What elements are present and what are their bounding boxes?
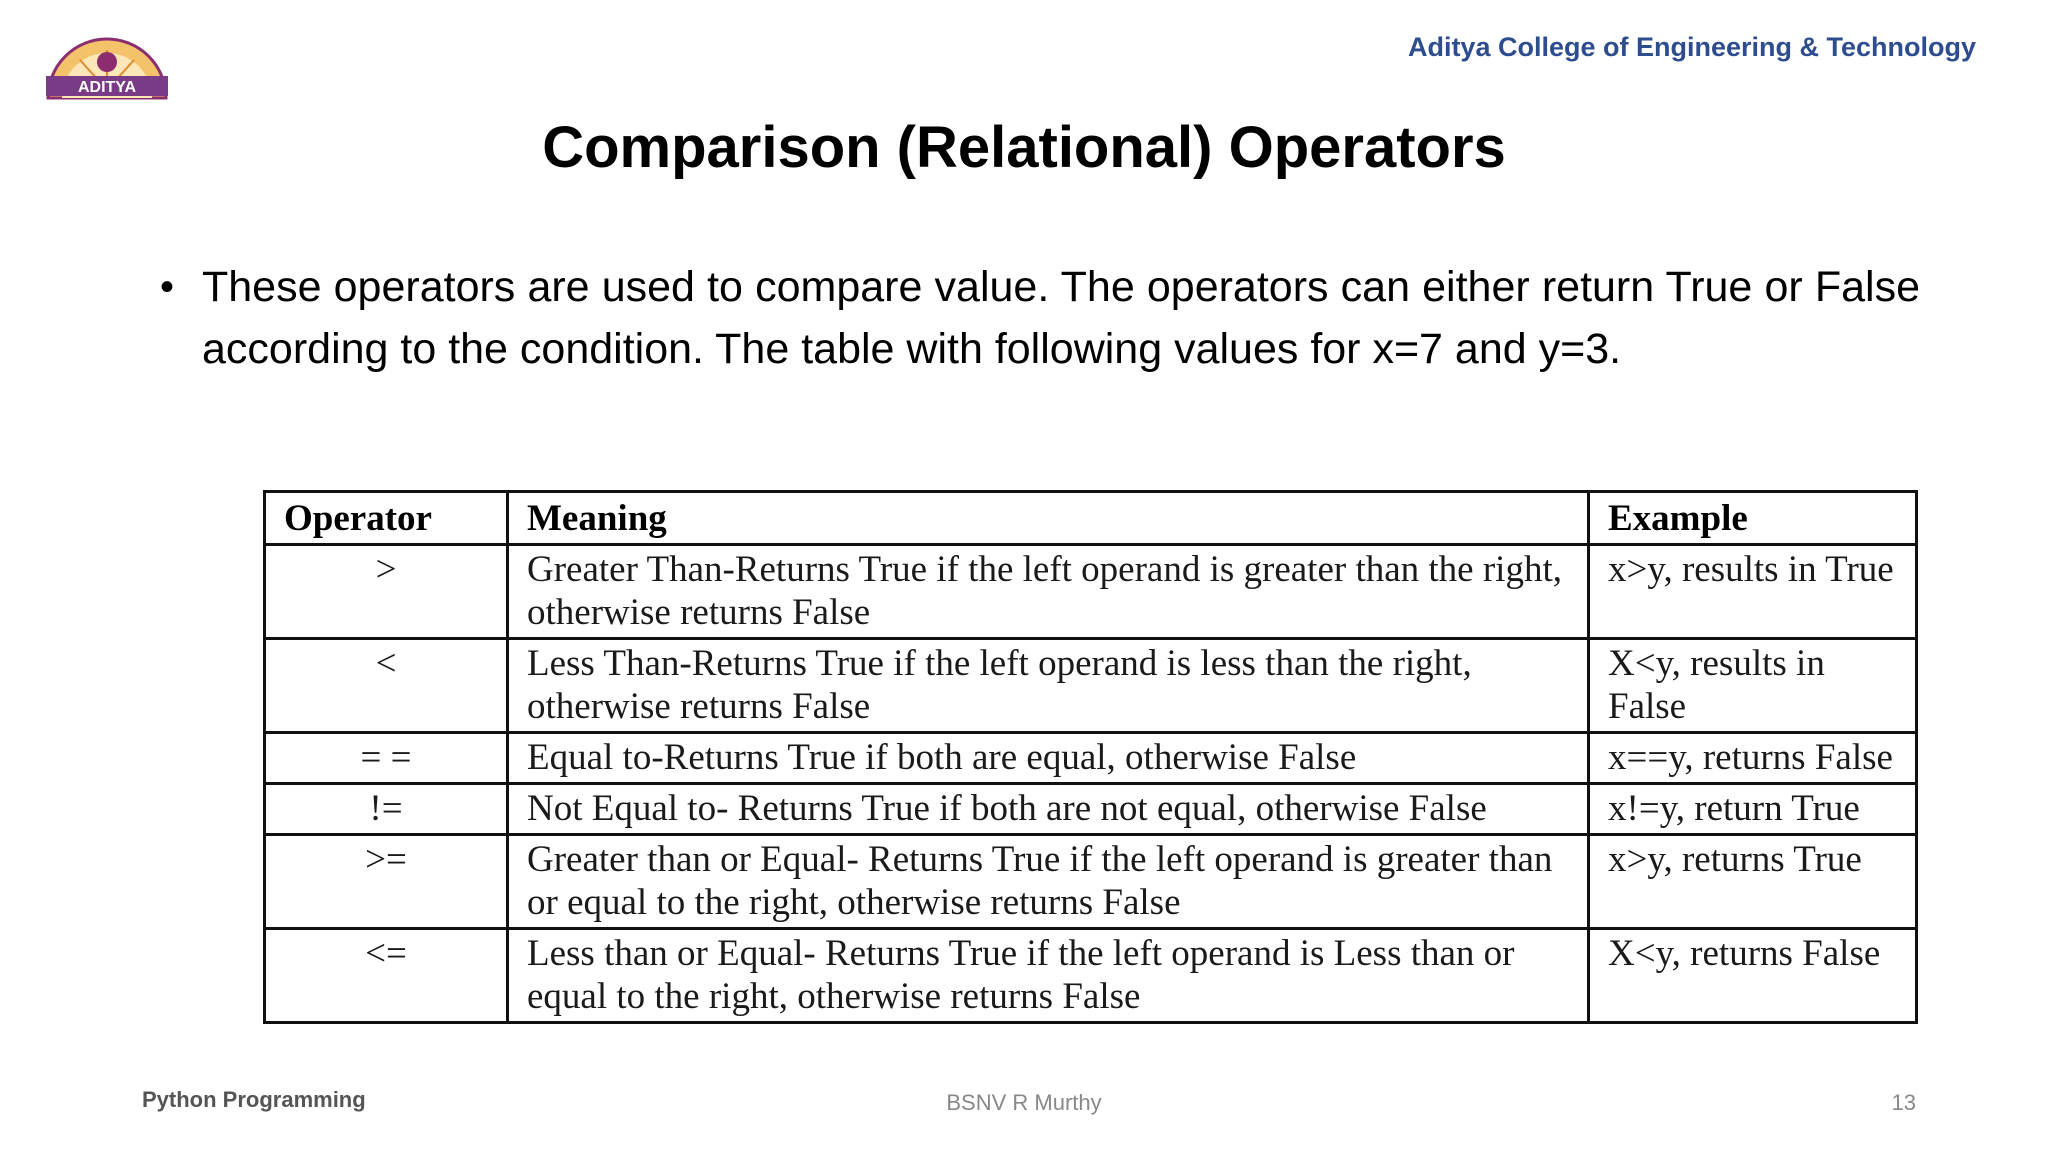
table-row xyxy=(265,639,1917,733)
slide-title: Comparison (Relational) Operators xyxy=(542,115,1506,180)
bullet-dot-icon: • xyxy=(160,265,175,309)
header-meaning: Meaning xyxy=(508,492,1589,545)
table-row xyxy=(265,545,1917,639)
footer-page-number: 13 xyxy=(1891,1090,1916,1115)
operator-cell: = = xyxy=(265,733,508,784)
svg-text:ADITYA: ADITYA xyxy=(77,79,137,96)
footer-course: Python Programming xyxy=(142,1087,366,1112)
operator-cell: != xyxy=(265,784,508,835)
example-cell: x>y, returns True xyxy=(1589,835,1917,929)
table-row xyxy=(265,835,1917,929)
operator-cell: <= xyxy=(265,929,508,1023)
example-cell: x==y, returns False xyxy=(1589,733,1917,784)
table-row xyxy=(265,733,1917,784)
bullet-point xyxy=(160,256,1920,380)
meaning-cell: Less Than-Returns True if the left operand is less than the right, otherwise returns False xyxy=(508,639,1589,733)
example-cell: x>y, results in True xyxy=(1589,545,1917,639)
example-cell: x!=y, return True xyxy=(1589,784,1917,835)
meaning-cell: Less than or Equal- Returns True if the left operand is Less than or equal to the right, otherwise returns False xyxy=(508,929,1589,1023)
table-row xyxy=(265,929,1917,1023)
meaning-cell: Not Equal to- Returns True if both are not equal, otherwise False xyxy=(508,784,1589,835)
header-example: Example xyxy=(1589,492,1917,545)
meaning-cell: Greater than or Equal- Returns True if the left operand is greater than or equal to the right, otherwise returns False xyxy=(508,835,1589,929)
meaning-cell: Greater Than-Returns True if the left operand is greater than the right, otherwise returns False xyxy=(508,545,1589,639)
college-logo xyxy=(40,20,174,104)
example-cell: X<y, returns False xyxy=(1589,929,1917,1023)
header-operator: Operator xyxy=(265,492,508,545)
operator-cell: > xyxy=(265,545,508,639)
operators-table xyxy=(263,490,1918,1024)
meaning-cell: Equal to-Returns True if both are equal, otherwise False xyxy=(508,733,1589,784)
table-header-row xyxy=(265,492,1917,545)
bullet-text: These operators are used to compare value. The operators can either return True or False according to the condition. The table with following values for x=7 and y=3. xyxy=(202,263,1920,373)
example-cell: X<y, results in False xyxy=(1589,639,1917,733)
footer-author: BSNV R Murthy xyxy=(946,1090,1102,1115)
operator-cell: >= xyxy=(265,835,508,929)
operator-cell: < xyxy=(265,639,508,733)
table-row xyxy=(265,784,1917,835)
college-name: Aditya College of Engineering & Technology xyxy=(1407,32,1976,62)
